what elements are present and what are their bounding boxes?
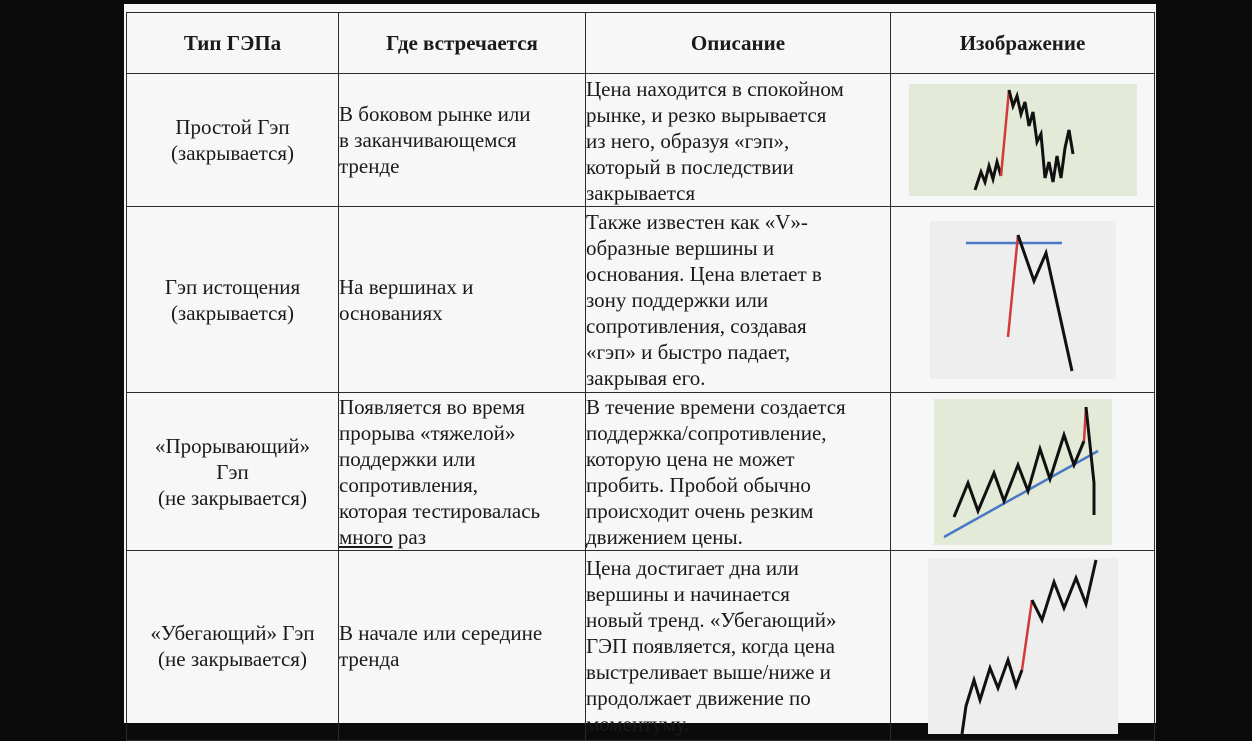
gap-types-table: [126, 12, 1155, 741]
where-text-main: Появляется во время прорыва «тяжелой» поддержки или сопротивления, которая тестировалась: [339, 394, 541, 523]
exhaustion-gap-chart: [930, 221, 1116, 379]
where-text: На вершинах и основаниях: [339, 274, 474, 325]
gap-type-label: Гэп истощения (закрывается): [164, 274, 301, 325]
table-row: [127, 551, 1155, 741]
header-where: Где встречается: [339, 13, 586, 74]
chart-background: [909, 84, 1137, 196]
runaway-gap-chart: [928, 558, 1118, 734]
table-header-row: [127, 13, 1155, 74]
where-text-underlined: много: [339, 524, 393, 549]
table-row: [127, 393, 1155, 551]
where-text: В начале или середине тренда: [339, 620, 543, 671]
gap-type-label: Простой Гэп (закрывается): [170, 115, 295, 165]
simple-gap-chart: [909, 84, 1137, 196]
breakaway-gap-chart: [934, 399, 1112, 545]
gap-type-label: «Прорывающий» Гэп (не закрывается): [154, 433, 311, 510]
document-sheet: [124, 4, 1156, 736]
table-row: [127, 74, 1155, 207]
header-gap-type: Тип ГЭПа: [127, 13, 339, 74]
chart-background: [930, 221, 1116, 379]
table-row: [127, 207, 1155, 393]
gap-type-label: «Убегающий» Гэп (не закрывается): [150, 620, 315, 671]
header-image: Изображение: [891, 13, 1155, 74]
description-text: Цена находится в спокойном рынке, и резко вырывается из него, образуя «гэп», который в последствии закрывается: [586, 77, 844, 205]
where-text: В боковом рынке или в заканчивающемся тренде: [339, 102, 531, 178]
header-description: Описание: [586, 13, 891, 74]
where-text-tail: раз: [392, 524, 426, 549]
description-text: Также известен как «V»- образные вершины и основания. Цена влетает в зону поддержки или сопротивления, создавая «гэп» и быстро падает, закрывая его.: [586, 209, 822, 390]
description-text: Цена достигает дна или вершины и начинается новый тренд. «Убегающий» ГЭП появляется, когда цена выстреливает выше/ниже и продолжает движение по моментуму.: [586, 555, 837, 736]
where-text: [339, 394, 585, 550]
description-text: В течение времени создается поддержка/сопротивление, которую цена не может пробить. Пробой обычно происходит очень резким движением цены.: [586, 394, 846, 549]
